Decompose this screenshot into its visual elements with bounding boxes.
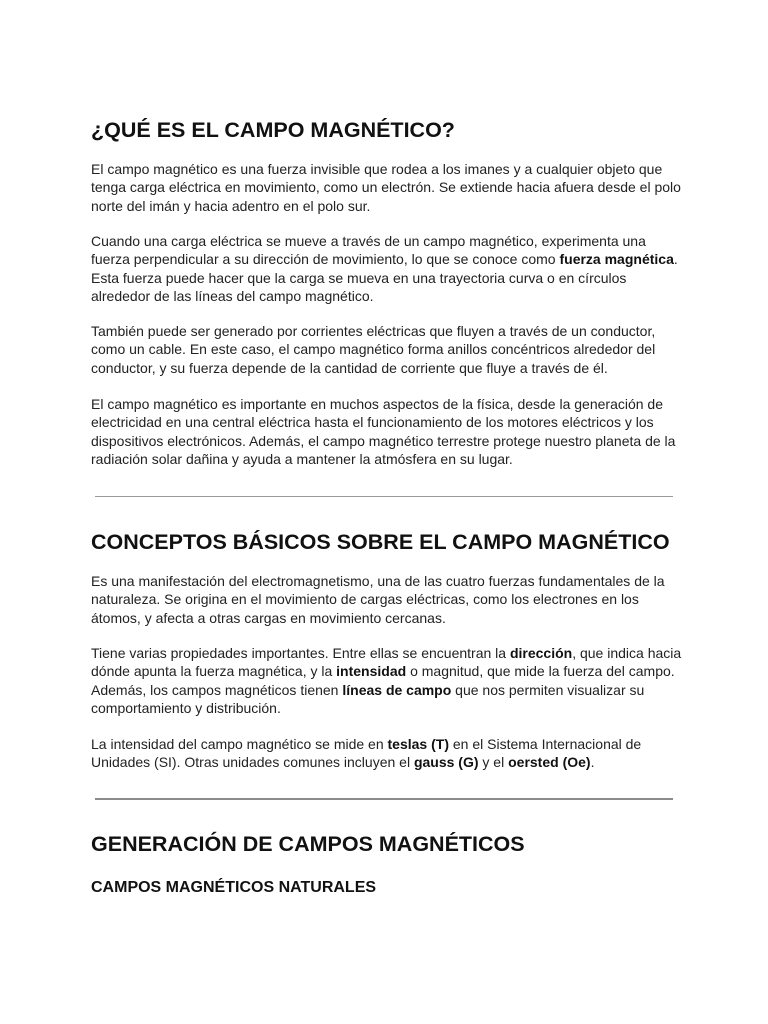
bold-term: dirección <box>509 645 573 661</box>
text-line: radiación solar dañina y ayuda a mantener la atmósfera en su lugar. <box>91 451 513 468</box>
text-line: También puede ser generado por corrientes eléctricas que fluyen a través de un conductor, <box>91 323 656 339</box>
bold-term: gauss (G) <box>413 754 479 771</box>
text-line: alrededor de las líneas del campo magnético. <box>91 288 374 305</box>
section-divider <box>95 496 673 497</box>
section-divider <box>95 798 673 800</box>
bold-term: intensidad <box>336 663 407 680</box>
text-line: norte del imán y hacia adentro en el polo sur. <box>91 197 371 214</box>
text-line: El campo magnético es una fuerza invisible que rodea a los imanes y a cualquier objeto que <box>91 161 663 177</box>
section-heading-que-es: ¿QUÉ ES EL CAMPO MAGNÉTICO? <box>91 118 455 142</box>
text-line: Además, los campos magnéticos tienen líneas de campo que nos permiten visualizar su <box>91 681 645 698</box>
paragraph <box>91 735 675 772</box>
text-line: Esta fuerza puede hacer que la carga se mueva en una trayectoria curva o en círculos <box>91 269 627 286</box>
section-heading-conceptos: CONCEPTOS BÁSICOS SOBRE EL CAMPO MAGNÉTICO <box>91 530 670 554</box>
paragraph <box>91 232 678 306</box>
subsection-heading-naturales: CAMPOS MAGNÉTICOS NATURALES <box>91 879 377 896</box>
text-line: átomos, y afecta a otras cargas en movimiento cercanas. <box>91 609 446 626</box>
text-line: La intensidad del campo magnético se mide en teslas (T) en el Sistema Internacional de <box>91 736 642 752</box>
text-line: naturaleza. Se origina en el movimiento de cargas eléctricas, como los electrones en los <box>91 591 639 608</box>
text-line: electricidad en una central eléctrica hasta el funcionamiento de los motores eléctricos y los <box>91 414 654 431</box>
section-heading-generacion: GENERACIÓN DE CAMPOS MAGNÉTICOS <box>91 832 525 856</box>
bold-term: oersted (Oe) <box>508 754 591 771</box>
paragraph <box>91 160 681 215</box>
bold-term: fuerza magnética <box>559 251 674 268</box>
paragraph <box>91 395 675 469</box>
bold-term: teslas (T) <box>387 736 449 752</box>
text-line: fuerza perpendicular a su dirección de movimiento, lo que se conoce como fuerza magnética. <box>91 251 678 268</box>
text-line: conductor, y su fuerza depende de la cantidad de corriente que fluye a través de él. <box>91 359 608 376</box>
bold-term: líneas de campo <box>342 681 452 698</box>
text-line: Unidades (SI). Otras unidades comunes incluyen el gauss (G) y el oersted (Oe). <box>91 754 595 771</box>
text-line: como un cable. En este caso, el campo magnético forma anillos concéntricos alrededor del <box>91 341 656 358</box>
text-line: dispositivos electrónicos. Además, el campo magnético terrestre protege nuestro planeta de la <box>91 432 676 449</box>
text-line: comportamiento y distribución. <box>91 700 281 717</box>
text-line: dónde apunta la fuerza magnética, y la intensidad o magnitud, que mide la fuerza del campo. <box>91 663 675 680</box>
text-line: Cuando una carga eléctrica se mueve a través de un campo magnético, experimenta una <box>91 233 646 249</box>
paragraph <box>91 644 682 718</box>
text-line: El campo magnético es importante en muchos aspectos de la física, desde la generación de <box>91 396 663 412</box>
paragraph <box>91 572 675 627</box>
paragraph <box>91 322 675 377</box>
text-line: Es una manifestación del electromagnetismo, una de las cuatro fuerzas fundamentales de la <box>91 573 665 589</box>
text-line: Tiene varias propiedades importantes. Entre ellas se encuentran la dirección, que indica hacia <box>91 645 682 661</box>
text-line: tenga carga eléctrica en movimiento, como un electrón. Se extiende hacia afuera desde el polo <box>91 179 681 196</box>
